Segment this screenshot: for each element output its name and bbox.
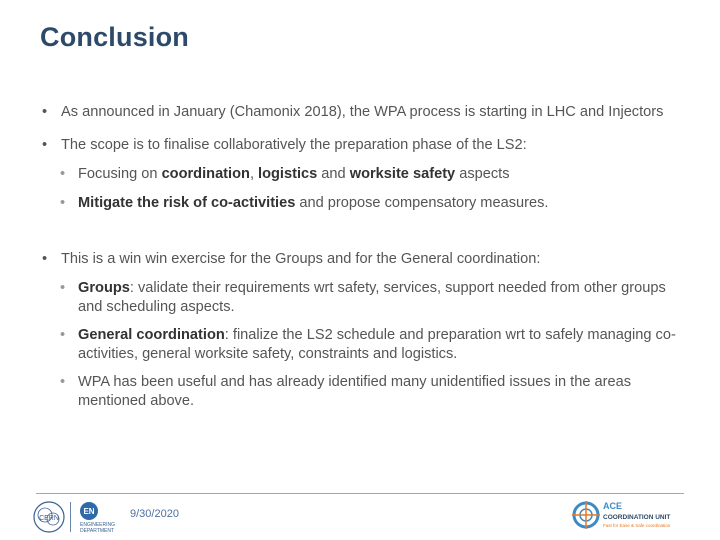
sub-bullet-general-coordination [60,326,682,364]
footer-divider [36,493,684,494]
svg-text:ACE: ACE [603,501,623,511]
text-part: : validate their requirements wrt safety, services, support needed from other groups and scheduling aspects. [78,280,666,315]
sub-bullet-groups [60,279,682,317]
footer-date: 9/30/2020 [130,508,179,520]
emphasis-coordination: coordination [161,166,250,182]
text-part: , [249,166,259,182]
text-part: aspects [455,166,510,182]
en-department-logo [79,500,119,539]
bullet-scope: • The scope is to finalise collaboratively the preparation phase of the LS2: [42,136,682,155]
ace-logo-icon [571,497,691,533]
en-logo-icon [79,500,119,534]
cern-logo [32,500,66,539]
emphasis-logistics: logistics [258,166,318,182]
text-part: and [317,166,350,182]
slide-content [42,103,682,411]
svg-text:CERN: CERN [39,515,59,522]
text-part: Focusing on [78,166,162,182]
sub-bullet-mitigate [60,194,682,213]
logo-separator [70,502,71,532]
emphasis-mitigate: Mitigate the risk of co-activities [78,195,296,211]
emphasis-worksite-safety: worksite safety [349,166,456,182]
emphasis-groups: Groups [78,280,130,296]
sub-bullet-wpa-useful: • WPA has been useful and has already identified many unidentified issues in the areas mentioned above. [60,373,682,411]
svg-text:COORDINATION UNIT: COORDINATION UNIT [603,514,671,521]
page-title: Conclusion [40,22,189,52]
bullet-win-win: • This is a win win exercise for the Groups and for the General coordination: [42,250,682,269]
svg-text:Fast for Ease & Safe coordinat: Fast for Ease & Safe coordination [603,523,671,528]
svg-text:EN: EN [83,507,95,516]
svg-text:ENGINEERING: ENGINEERING [80,522,116,528]
sub-bullet-focusing [60,165,682,184]
text-part: : finalize the LS2 schedule and preparation wrt to safely managing co-activities, general worksite safety, constraints and logistics. [78,327,676,362]
cern-logo-icon [32,500,66,534]
svg-text:DEPARTMENT: DEPARTMENT [80,528,114,534]
bullet-chamonix: • As announced in January (Chamonix 2018), the WPA process is starting in LHC and Injectors [42,103,682,122]
text-part: and propose compensatory measures. [295,195,549,211]
emphasis-general-coordination: General coordination [78,327,225,343]
ace-coordination-unit-logo [571,497,691,538]
